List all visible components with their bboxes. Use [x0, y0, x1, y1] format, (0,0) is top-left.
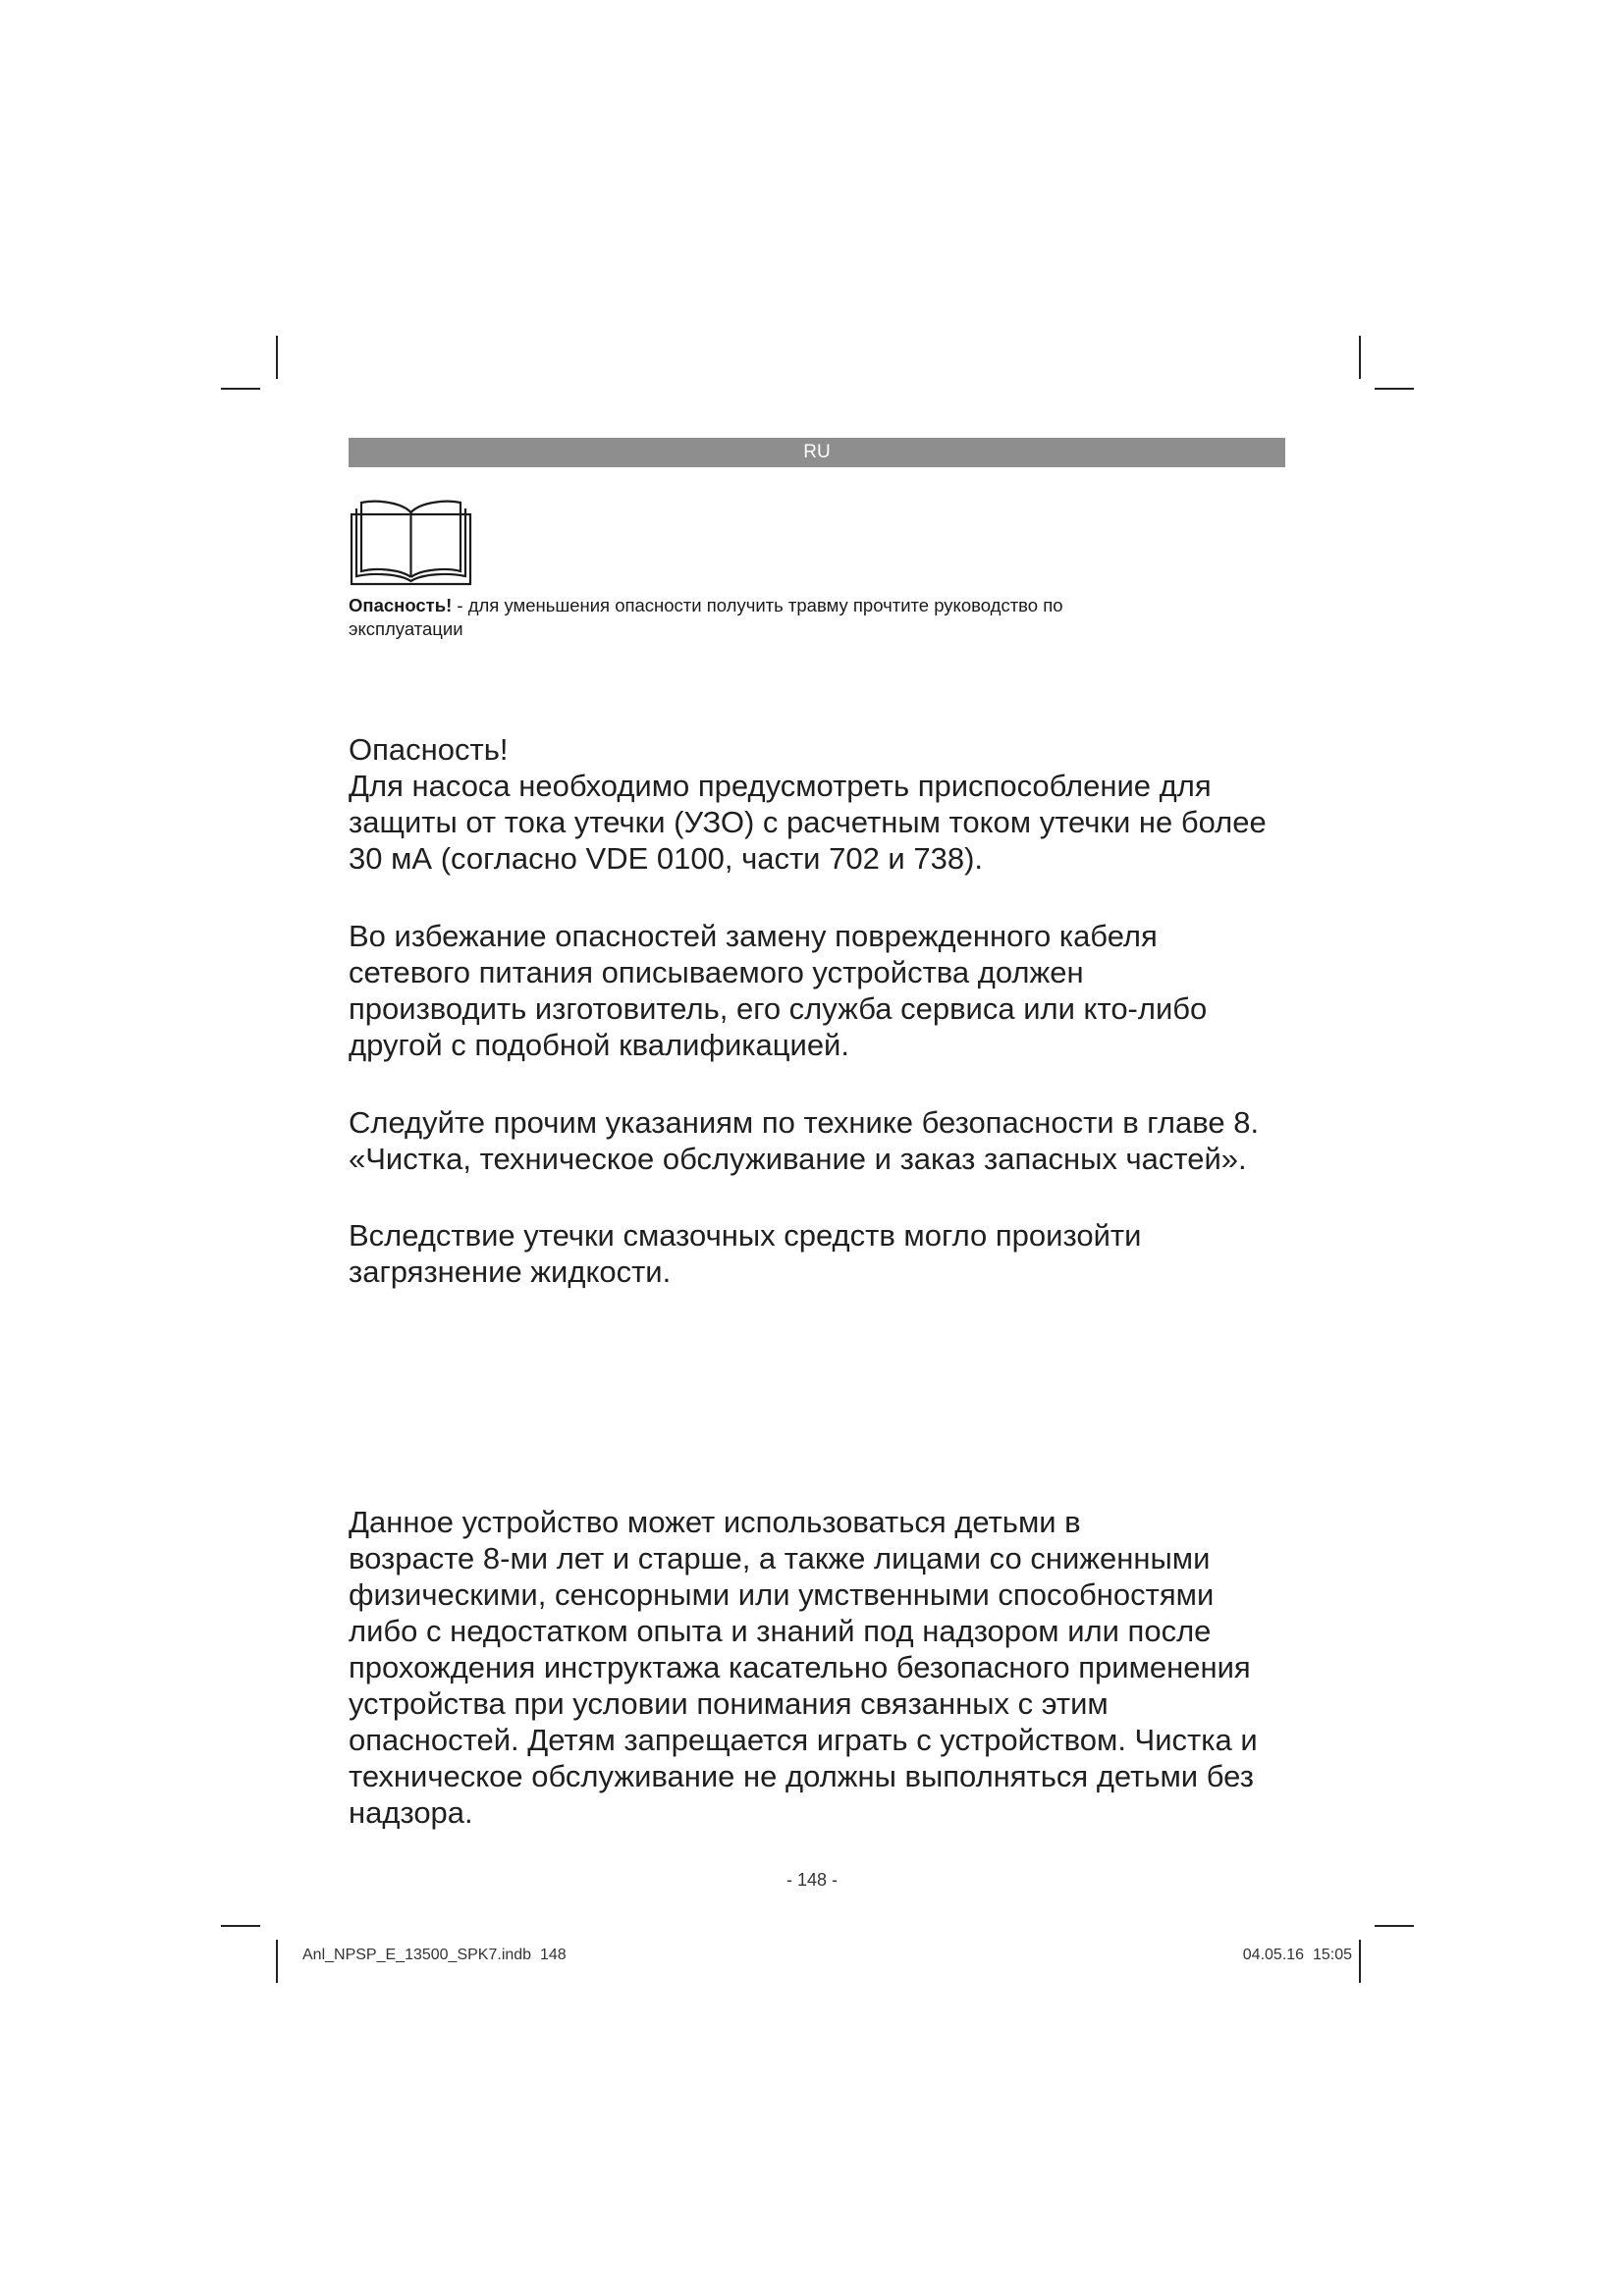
- text-line: производить изготовитель, его служба сервиса или кто-либо: [349, 991, 1208, 1026]
- rcd-danger-paragraph: [349, 731, 1311, 877]
- text-line: техническое обслуживание не должны выполняться детьми без: [349, 1759, 1254, 1793]
- crop-mark-bottom-left-vertical: [276, 1940, 278, 1983]
- cable-replacement-paragraph: [349, 918, 1311, 1063]
- crop-mark-bottom-left-horizontal: [221, 1925, 260, 1927]
- text-line: надзора.: [349, 1795, 473, 1830]
- text-line: физическими, сенсорными или умственными способностями: [349, 1577, 1215, 1612]
- crop-mark-bottom-right-horizontal: [1375, 1925, 1414, 1927]
- text-line: 30 мА (согласно VDE 0100, части 702 и 738).: [349, 841, 984, 876]
- page-number: - 148 -: [785, 1870, 839, 1890]
- text-line: Во избежание опасностей замену поврежденного кабеля: [349, 919, 1158, 953]
- text-line: Опасность!: [349, 732, 509, 767]
- text-line: устройства при условии понимания связанных с этим: [349, 1686, 1109, 1721]
- manual-warning-caption: [349, 594, 1232, 641]
- text-line: опасностей. Детям запрещается играть с устройством. Чистка и: [349, 1723, 1258, 1757]
- file-page: 148: [539, 1947, 567, 1963]
- crop-mark-top-left-horizontal: [221, 388, 260, 390]
- text-line: Вследствие утечки смазочных средств могло произойти: [349, 1218, 1142, 1253]
- warning-text: - для уменьшения опасности получить травму прочтите руководство по: [452, 595, 1063, 615]
- print-slug-file: [302, 1947, 567, 1964]
- lubricant-leak-paragraph: [349, 1217, 1311, 1290]
- safety-reference-paragraph: [349, 1104, 1311, 1177]
- print-slug-date: [1243, 1947, 1352, 1964]
- warning-text-continued: эксплуатации: [349, 618, 463, 639]
- warning-label: Опасность!: [349, 595, 453, 615]
- text-line: защиты от тока утечки (УЗО) с расчетным током утечки не более: [349, 805, 1267, 839]
- children-usage-paragraph: [349, 1504, 1311, 1831]
- text-line: «Чистка, техническое обслуживание и заказ запасных частей».: [349, 1142, 1247, 1176]
- file-name: Anl_NPSP_E_13500_SPK7.indb: [302, 1947, 532, 1963]
- text-line: Следуйте прочим указаниям по технике безопасности в главе 8.: [349, 1105, 1260, 1140]
- text-line: другой с подобной квалификацией.: [349, 1028, 849, 1062]
- print-time: 15:05: [1312, 1947, 1352, 1963]
- text-line: возрасте 8-ми лет и старше, а также лицами со сниженными: [349, 1541, 1211, 1575]
- text-line: Для насоса необходимо предусмотреть приспособление для: [349, 769, 1212, 803]
- text-line: сетевого питания описываемого устройства должен: [349, 955, 1084, 989]
- text-line: загрязнение жидкости.: [349, 1255, 672, 1289]
- print-date: 04.05.16: [1242, 1947, 1305, 1963]
- language-label: RU: [803, 442, 831, 462]
- crop-mark-top-right-horizontal: [1375, 388, 1414, 390]
- text-line: Данное устройство может использоваться детьми в: [349, 1505, 1081, 1539]
- text-line: прохождения инструктажа касательно безопасного применения: [349, 1650, 1251, 1684]
- open-book-icon: [350, 499, 472, 586]
- language-header-bar: [349, 438, 1285, 467]
- crop-mark-top-right-vertical: [1359, 336, 1361, 379]
- text-line: либо с недостатком опыта и знаний под надзором или после: [349, 1614, 1212, 1648]
- crop-mark-bottom-right-vertical: [1359, 1940, 1361, 1983]
- crop-mark-top-left-vertical: [276, 336, 278, 379]
